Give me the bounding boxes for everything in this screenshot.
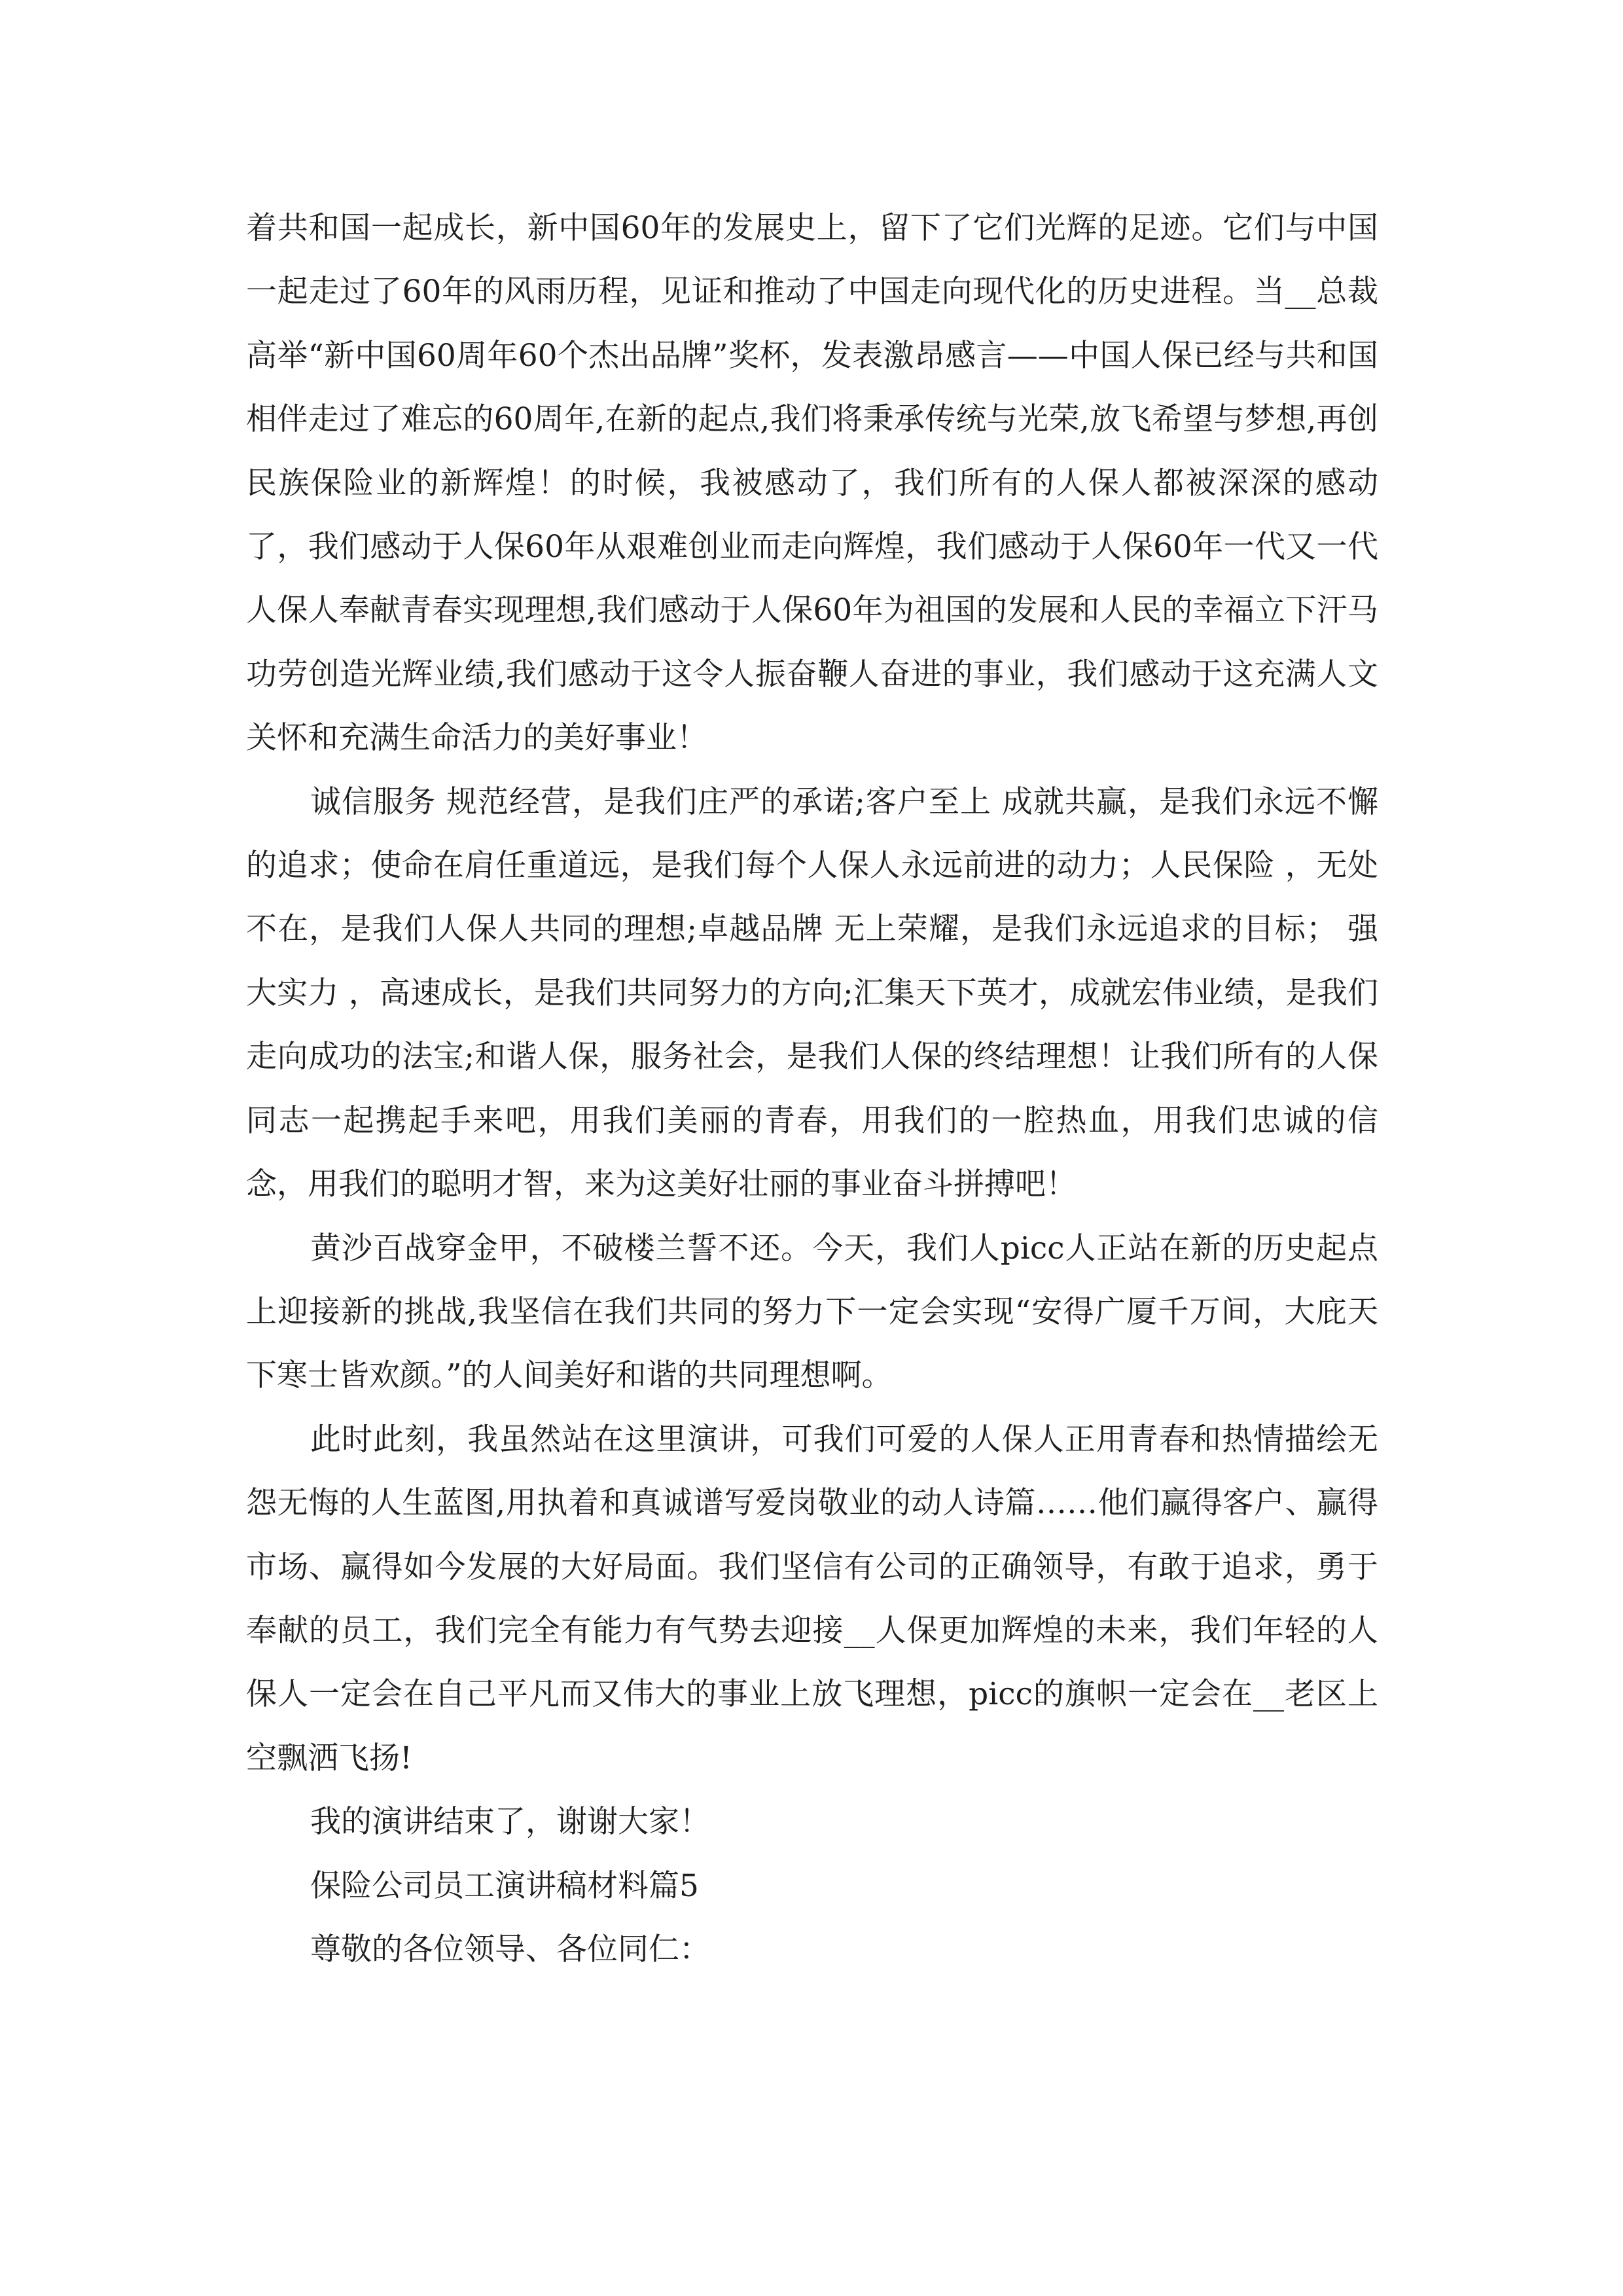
salutation: 尊敬的各位领导、各位同仁： — [310, 1931, 710, 1967]
paragraph-new-challenge: 黄沙百战穿金甲，不破楼兰誓不还。今天，我们人picc人正站在新的历史起点上迎接新的挑战,我坚信在我们共同的努力下一定会实现“安得广厦千万间，大庇天下寒士皆欢颜。”的人间美好和谐的共同理想啊。 — [246, 1230, 1378, 1394]
paragraph-closing: 我的演讲结束了，谢谢大家！ — [310, 1804, 710, 1840]
document-page — [246, 196, 1378, 1981]
paragraph-values: 诚信服务 规范经营，是我们庄严的承诺;客户至上 成就共赢，是我们永远不懈的追求；使命在肩任重道远，是我们每个人保人永远前进的动力；人民保险 ，无处不在，是我们人保人共同的理想;卓越品牌 无上荣耀，是我们永远追求的目标； 强大实力 ，高速成长，是我们共同努力的方向;汇集天下英才，成就宏伟业绩，是我们走向成功的法宝;和谐人保，服务社会，是我们人保的终结理想！让我们所有的人保同志一起携起手来吧，用我们美丽的青春，用我们的一腔热血，用我们忠诚的信念，用我们的聪明才智，来为这美好壮丽的事业奋斗拼搏吧！ — [246, 783, 1378, 1203]
section-heading: 保险公司员工演讲稿材料篇5 — [310, 1867, 699, 1904]
paragraph-this-moment: 此时此刻，我虽然站在这里演讲，可我们可爱的人保人正用青春和热情描绘无怨无悔的人生蓝图,用执着和真诚谱写爱岗敬业的动人诗篇……他们赢得客户、赢得市场、赢得如今发展的大好局面。我们坚信有公司的正确领导，有敢于追求，勇于奉献的员工，我们完全有能力有气势去迎接__人保更加辉煌的未来，我们年轻的人保人一定会在自己平凡而又伟大的事业上放飞理想，picc的旗帜一定会在__老区上空飘洒飞扬! — [246, 1421, 1378, 1776]
paragraph-continuation: 着共和国一起成长，新中国60年的发展史上，留下了它们光辉的足迹。它们与中国一起走过了60年的风雨历程，见证和推动了中国走向现代化的历史进程。当__总裁高举“新中国60周年60个杰出品牌”奖杯，发表激昂感言——中国人保已经与共和国相伴走过了难忘的60周年,在新的起点,我们将秉承传统与光荣,放飞希望与梦想,再创民族保险业的新辉煌！的时候，我被感动了，我们所有的人保人都被深深的感动了，我们感动于人保60年从艰难创业而走向辉煌，我们感动于人保60年一代又一代人保人奉献青春实现理想,我们感动于人保60年为祖国的发展和人民的幸福立下汗马功劳创造光辉业绩,我们感动于这令人振奋鞭人奋进的事业，我们感动于这充满人文关怀和充满生命活力的美好事业！ — [246, 210, 1378, 757]
